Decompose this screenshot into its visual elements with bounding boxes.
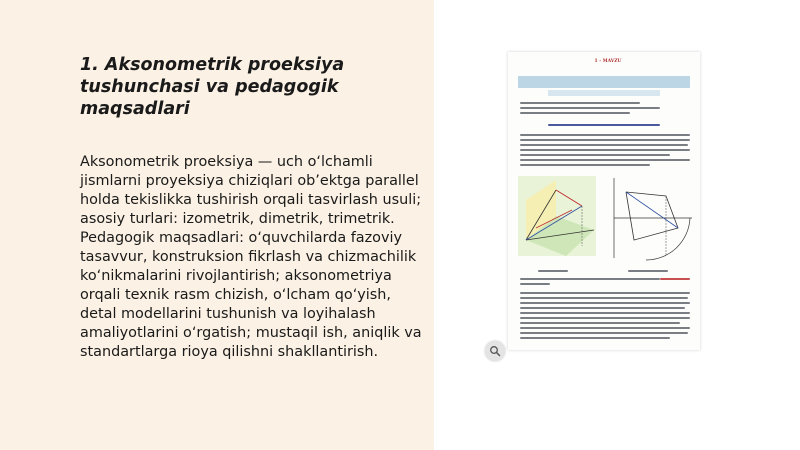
document-text-line <box>520 102 640 104</box>
slide-body-text: Aksonometrik proeksiya — uch o‘lchamli jismlarni proyeksiya chiziqlari ob’ektga parallel holda tekislikka tushirish orqali tasvirlash usuli; asosiy turlari: izometrik, dimetrik, trimetrik. Pedagogik maqsadlari: o‘quvchilarda fazoviy tasavvur, konstruksion fikrlash va chizmachilik ko‘nikmalarini rivojlantirish; aksonometriya orqali texnik rasm chizish, o‘lcham qo‘yish, detal modellarini tushunish va loyihalash amaliyotlarini o‘rgatish; mustaqil ish, aniqlik va standartlarga rioya qilishni shakllantirish. <box>80 154 422 360</box>
document-text-line <box>520 297 688 299</box>
document-text-line <box>520 112 630 114</box>
document-text-line <box>520 159 690 161</box>
document-caption <box>538 270 568 272</box>
document-text-line <box>520 278 660 280</box>
document-text-line <box>520 317 690 319</box>
slide-title: 1. Aksonometrik proeksiya tushunchasi va pedagogik maqsadlari <box>80 55 345 119</box>
document-text-line <box>520 154 670 156</box>
document-text-line <box>520 332 688 334</box>
document-scan-image <box>508 52 700 350</box>
document-text-line <box>520 312 690 314</box>
document-text-line <box>520 149 690 151</box>
document-subbanner <box>548 90 660 96</box>
document-figure <box>516 170 694 266</box>
document-text-line <box>520 307 685 309</box>
document-banner <box>518 76 690 88</box>
document-text-line <box>520 292 690 294</box>
document-text-line <box>520 139 690 141</box>
document-caption <box>628 270 668 272</box>
document-text-line <box>520 322 680 324</box>
document-section-heading <box>548 124 660 126</box>
document-text-line <box>520 144 688 146</box>
document-heading: 1 - MAVZU <box>594 59 622 64</box>
document-text-line <box>520 107 660 109</box>
document-text-line <box>520 134 690 136</box>
document-text-line <box>520 283 550 285</box>
zoom-lens-icon <box>489 345 501 357</box>
document-text-line <box>520 164 650 166</box>
document-text-line <box>520 302 690 304</box>
document-highlight-text <box>660 278 690 280</box>
zoom-lens-button[interactable] <box>485 341 505 361</box>
document-text-line <box>520 327 690 329</box>
document-text-line <box>520 337 670 339</box>
